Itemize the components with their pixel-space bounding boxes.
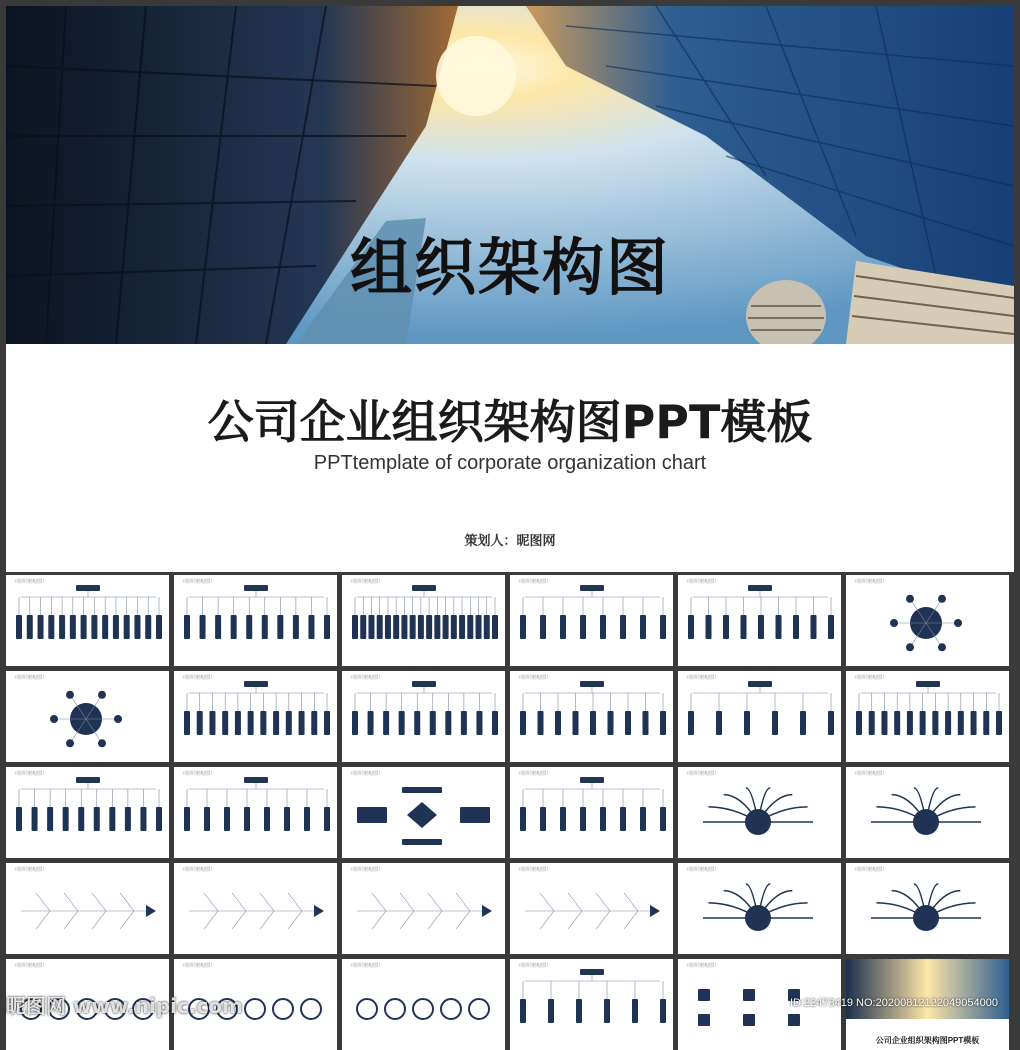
thumbnail-label: （组织架构图）	[684, 675, 720, 681]
page-subtitle: PPTtemplate of corporate organization chart	[313, 452, 707, 474]
thumbnail-label: （组织架构图）	[852, 771, 888, 777]
cover-slide	[6, 6, 1014, 572]
thumbnail-label: （组织架构图）	[348, 867, 384, 873]
thumbnail-label: （组织架构图）	[516, 579, 552, 585]
slide-thumbnail[interactable]	[342, 959, 505, 1050]
thumbnail-title: 公司企业组织架构图PPT模板	[875, 1036, 980, 1045]
thumbnail-label: （组织架构图）	[852, 867, 888, 873]
thumbnail-label: （组织架构图）	[516, 771, 552, 777]
thumbnail-label: （组织架构图）	[684, 771, 720, 777]
thumbnail-label: （组织架构图）	[180, 867, 216, 873]
slide-thumbnail[interactable]	[846, 671, 1009, 762]
slide-thumbnail[interactable]	[510, 671, 673, 762]
thumbnail-label: （组织架构图）	[12, 771, 48, 777]
thumbnail-label: （组织架构图）	[684, 963, 720, 969]
slide-thumbnail[interactable]	[846, 575, 1009, 666]
slide-thumbnail[interactable]	[342, 767, 505, 858]
page-title: 公司企业组织架构图PPT模板	[207, 395, 813, 449]
thumbnail-label: （组织架构图）	[180, 675, 216, 681]
thumbnail-label: （组织架构图）	[348, 771, 384, 777]
slide-thumbnail[interactable]	[510, 575, 673, 666]
thumbnail-label: （组织架构图）	[180, 579, 216, 585]
slide-thumbnail[interactable]	[342, 863, 505, 954]
hero-image	[6, 6, 1014, 344]
thumbnail-label: （组织架构图）	[348, 963, 384, 969]
slide-thumbnail[interactable]	[846, 767, 1009, 858]
slide-thumbnail[interactable]	[342, 575, 505, 666]
slide-thumbnail[interactable]	[510, 767, 673, 858]
image-id-watermark: ID:22473419 NO:20200812122049054000	[790, 997, 998, 1009]
thumbnail-label: （组织架构图）	[12, 675, 48, 681]
thumbnail-label: （组织架构图）	[852, 675, 888, 681]
slide-thumbnail[interactable]	[678, 671, 841, 762]
thumbnail-label: （组织架构图）	[516, 675, 552, 681]
slide-thumbnail[interactable]	[174, 575, 337, 666]
slide-thumbnail[interactable]	[174, 863, 337, 954]
thumbnail-label: （组织架构图）	[12, 867, 48, 873]
slide-thumbnail[interactable]	[678, 767, 841, 858]
slide-thumbnail[interactable]	[174, 767, 337, 858]
slide-thumbnail[interactable]	[678, 863, 841, 954]
thumbnail-label: （组织架构图）	[12, 579, 48, 585]
thumbnail-label: （组织架构图）	[684, 579, 720, 585]
slide-thumbnail[interactable]	[6, 575, 169, 666]
slide-thumbnail[interactable]	[678, 575, 841, 666]
slide-thumbnail[interactable]	[510, 863, 673, 954]
thumbnail-label: （组织架构图）	[852, 579, 888, 585]
thumbnail-label: （组织架构图）	[12, 963, 48, 969]
thumbnail-label: （组织架构图）	[684, 867, 720, 873]
thumbnail-label: （组织架构图）	[516, 867, 552, 873]
thumbnail-label: （组织架构图）	[516, 963, 552, 969]
thumbnail-label: （组织架构图）	[348, 675, 384, 681]
thumbnail-label: （组织架构图）	[180, 963, 216, 969]
site-watermark: 昵图网 www.nipic.com	[6, 994, 243, 1018]
thumbnail-label: （组织架构图）	[348, 579, 384, 585]
author-credit: 策划人：昵图网	[464, 534, 556, 549]
hero-title: 组织架构图	[349, 231, 670, 304]
slide-thumbnail[interactable]	[510, 959, 673, 1050]
thumbnail-grid	[6, 575, 1014, 1045]
slide-thumbnail[interactable]	[6, 863, 169, 954]
slide-thumbnail[interactable]	[6, 767, 169, 858]
thumbnail-label: （组织架构图）	[180, 771, 216, 777]
slide-thumbnail[interactable]	[174, 671, 337, 762]
slide-thumbnail[interactable]	[6, 671, 169, 762]
slide-thumbnail[interactable]	[342, 671, 505, 762]
slide-thumbnail[interactable]	[846, 863, 1009, 954]
